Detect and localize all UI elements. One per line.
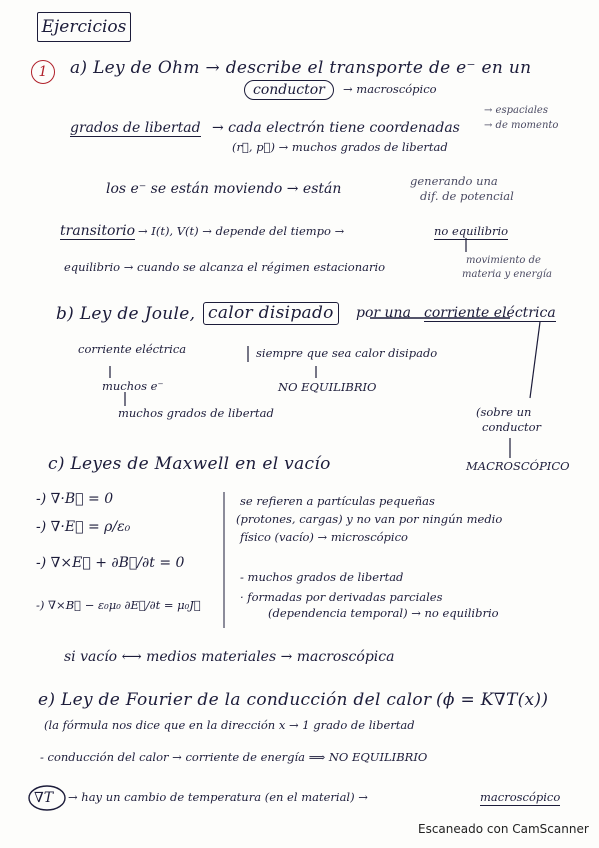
muchos-grados-maxwell: - muchos grados de libertad (240, 570, 404, 584)
materia-note: materia y energía (462, 269, 552, 280)
sobre-un-note: (sobre un (476, 405, 532, 419)
muchos-e-note: muchos e⁻ (102, 379, 164, 393)
fourier-formula: (ϕ = K∇T(x)) (436, 690, 549, 710)
ohm-heading: a) Ley de Ohm → describe el transporte de e⁻ en un (70, 58, 532, 78)
generando-note: generando una (410, 174, 498, 188)
macroscopico-label: MACROSCÓPICO (466, 459, 570, 473)
macro-note: → macroscópico (343, 82, 437, 96)
grad-t-label: ∇T (34, 790, 54, 806)
corriente-label: corriente eléctrica (78, 342, 187, 356)
conductor-note: conductor (482, 420, 542, 434)
fourier-heading: e) Ley de Fourier de la conducción del calor (38, 690, 432, 710)
movimiento-note: movimiento de (466, 255, 541, 266)
maxwell-eq-2: -) ∇·E⃗ = ρ/ε₀ (36, 519, 131, 535)
maxwell-eq-3: -) ∇×E⃗ + ∂B⃗/∂t = 0 (36, 555, 185, 571)
maxwell-eq-1: -) ∇·B⃗ = 0 (36, 491, 114, 507)
page-title: Ejercicios (37, 12, 131, 42)
no-equilibrio-note: no equilibrio (434, 224, 509, 238)
scanner-watermark: Escaneado con CamScanner (418, 822, 589, 836)
siempre-note: siempre que sea calor disipado (256, 346, 438, 360)
no-equilibrio-label: NO EQUILIBRIO (278, 380, 377, 394)
question-number: 1 (31, 60, 55, 84)
grados-label: grados de libertad (70, 120, 201, 136)
formadas-note: · formadas por derivadas parciales (240, 590, 443, 604)
por-una-text: por una (356, 305, 411, 321)
dependencia-note: (dependencia temporal) → no equilibrio (268, 606, 499, 620)
potencial-note: dif. de potencial (420, 189, 514, 203)
macroscopico-fourier: macroscópico (480, 790, 561, 804)
si-vacio-line: si vacío ⟷ medios materiales → macroscópica (64, 649, 395, 665)
conductor-label: conductor (244, 80, 334, 100)
cambio-temperatura: → hay un cambio de temperatura (en el material) → (68, 790, 368, 804)
espaciales-note: → espaciales (484, 105, 548, 116)
grados-text: → cada electrón tiene coordenadas (212, 120, 460, 136)
fisico-note: físico (vacío) → microscópico (240, 530, 408, 544)
joule-heading: b) Ley de Joule, (56, 304, 196, 324)
se-refieren-note: se refieren a partículas pequeñas (240, 494, 435, 508)
fourier-explanation: (la fórmula nos dice que en la dirección x → 1 grado de libertad (44, 718, 415, 732)
calor-disipado-label: calor disipado (203, 302, 339, 325)
conduccion-line: - conducción del calor → corriente de energía ⟹ NO EQUILIBRIO (40, 750, 428, 764)
transitorio-text: → I(t), V(t) → depende del tiempo → (138, 224, 345, 238)
protones-note: (protones, cargas) y no van por ningún medio (236, 512, 503, 526)
maxwell-heading: c) Leyes de Maxwell en el vacío (48, 454, 331, 474)
electrons-moving: los e⁻ se están moviendo → están (106, 181, 342, 197)
equilibrio-text: equilibrio → cuando se alcanza el régimen estacionario (64, 260, 386, 274)
transitorio-label: transitorio (60, 223, 135, 239)
rp-note: (r⃗, p⃗) → muchos grados de libertad (232, 140, 448, 154)
muchos-grados-note: muchos grados de libertad (118, 406, 274, 420)
maxwell-eq-4: -) ∇×B⃗ − ε₀μ₀ ∂E⃗/∂t = μ₀J⃗ (36, 598, 201, 612)
corriente-electrica-heading: corriente eléctrica (424, 305, 556, 321)
momento-note: → de momento (484, 120, 559, 131)
